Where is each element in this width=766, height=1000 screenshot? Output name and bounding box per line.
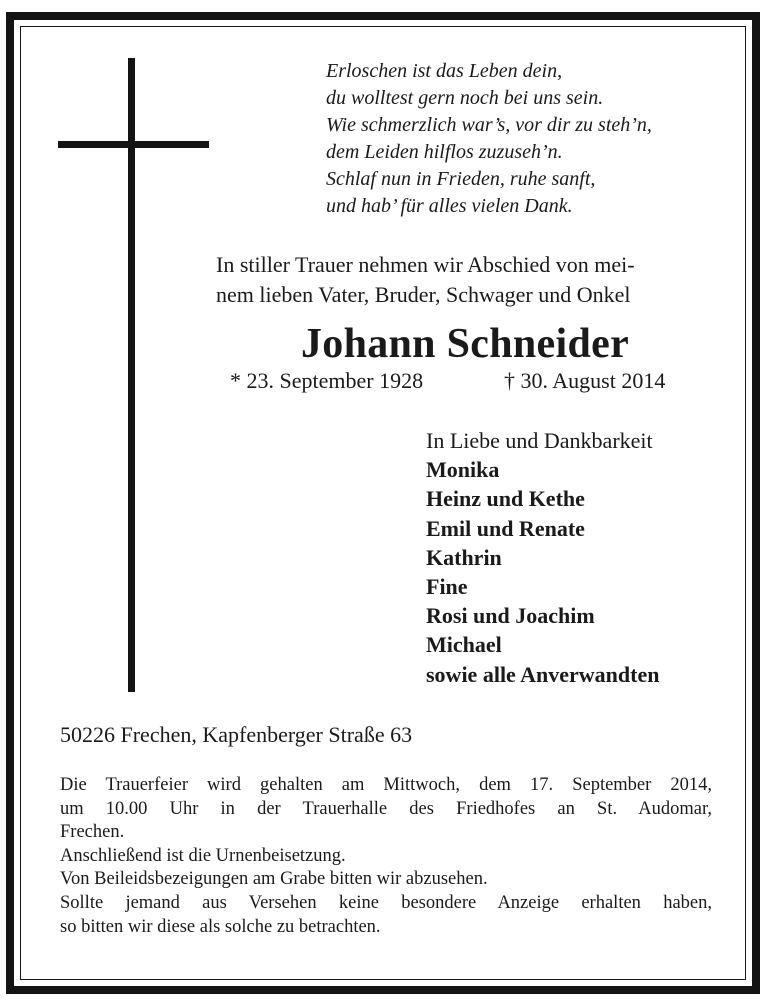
funeral-line: Sollte jemand aus Versehen keine besondere Anzeige erhalten haben,: [60, 892, 712, 913]
funeral-line: Von Beileidsbezeigungen am Grabe bitten wir abzusehen.: [60, 869, 488, 890]
funeral-line: Frechen.: [60, 822, 125, 843]
poem-line: Wie schmerzlich war’s, vor dir zu steh’n,: [326, 114, 652, 136]
mourner-name: Emil und Renate: [426, 515, 585, 541]
poem-line: dem Leiden hilflos zuzuseh’n.: [326, 141, 563, 163]
poem-line: und hab’ für alles vielen Dank.: [326, 195, 573, 217]
family-address: 50226 Frechen, Kapfenberger Straße 63: [60, 722, 413, 747]
funeral-details: [60, 774, 712, 939]
mourners-list: [426, 426, 726, 689]
cross-icon-vertical-beam: [128, 58, 135, 692]
mourner-name: Heinz und Kethe: [426, 486, 585, 512]
cross-icon-horizontal-beam: [58, 141, 209, 148]
farewell-intro: [216, 250, 716, 310]
mourner-name: Michael: [426, 632, 502, 658]
poem-line: du wolltest gern noch bei uns sein.: [326, 87, 604, 109]
funeral-line: um 10.00 Uhr in der Trauerhalle des Friedhofes an St. Audomar,: [60, 798, 712, 819]
funeral-line: Anschließend ist die Urnenbeisetzung.: [60, 845, 346, 866]
mourner-name: Rosi und Joachim: [426, 603, 595, 629]
mourner-name: sowie alle Anverwandten: [426, 661, 660, 687]
memorial-poem: [326, 58, 686, 220]
intro-line: In stiller Trauer nehmen wir Abschied von mei-: [216, 252, 635, 277]
mourners-heading: In Liebe und Dankbarkeit: [426, 428, 653, 453]
birth-date: * 23. September 1928: [230, 368, 424, 393]
mourner-name: Fine: [426, 574, 468, 600]
deceased-name: Johann Schneider: [300, 321, 630, 367]
funeral-line: so bitten wir diese als solche zu betrachten.: [60, 916, 381, 937]
funeral-line: Die Trauerfeier wird gehalten am Mittwoch, dem 17. September 2014,: [60, 775, 712, 795]
poem-line: Erloschen ist das Leben dein,: [326, 60, 563, 82]
death-date: † 30. August 2014: [504, 368, 666, 393]
poem-line: Schlaf nun in Frieden, ruhe sanft,: [326, 168, 596, 190]
intro-line: nem lieben Vater, Bruder, Schwager und Onkel: [216, 282, 631, 307]
mourner-name: Kathrin: [426, 544, 502, 570]
mourner-name: Monika: [426, 457, 500, 483]
